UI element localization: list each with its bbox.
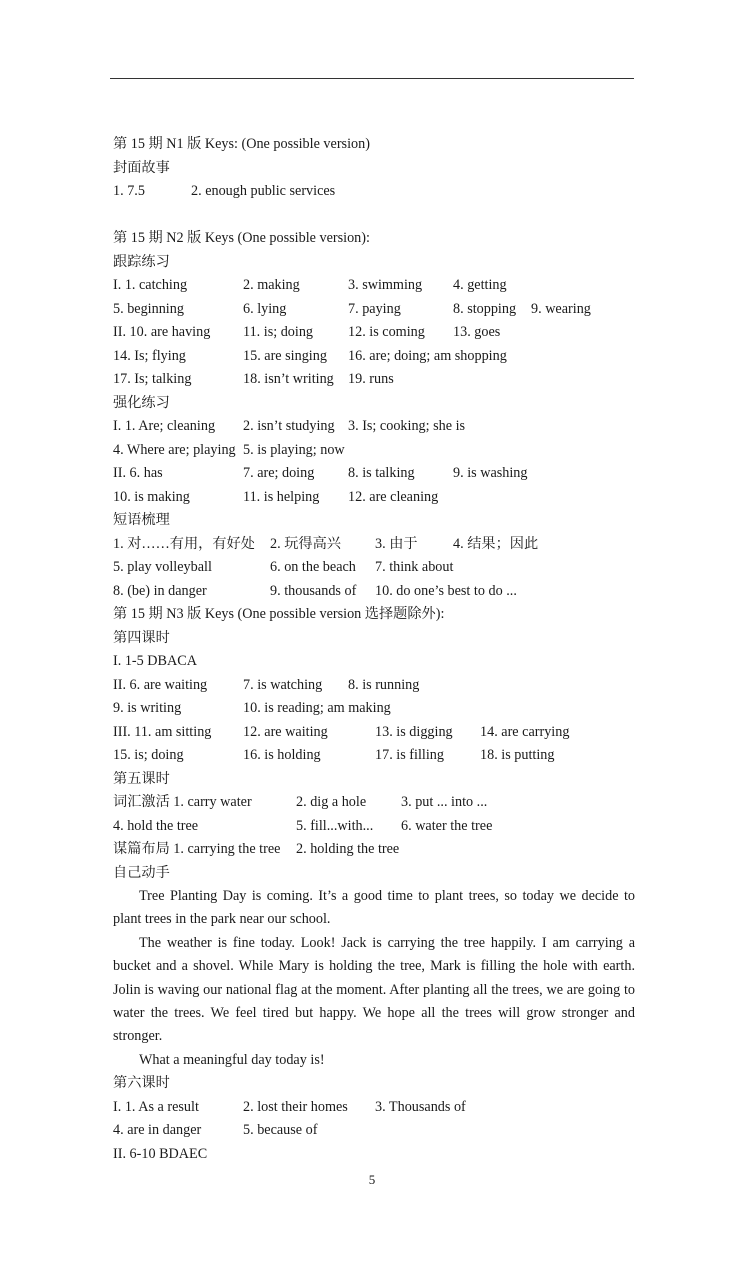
- answer: 4. getting: [453, 277, 507, 293]
- essay-paragraph: What a meaningful day today is!: [139, 1051, 325, 1068]
- answer: 17. Is; talking: [113, 371, 192, 387]
- answer-row: [113, 486, 635, 510]
- diy-title: 自己动手: [113, 864, 170, 881]
- answer: 4. Where are; playing: [113, 441, 236, 458]
- n1-section-title: 封面故事: [113, 159, 170, 176]
- answer: 10. is making: [113, 488, 190, 505]
- answer: I. 1. As a result: [113, 1098, 199, 1115]
- lesson4-title: 第四课时: [113, 629, 170, 646]
- answer: 2. holding the tree: [296, 841, 400, 857]
- answer: 18. is putting: [480, 747, 555, 763]
- page-number: 5: [368, 1172, 376, 1187]
- answer-row: [113, 180, 635, 204]
- answer: 2. dig a hole: [296, 794, 367, 810]
- answer: 5. is playing; now: [243, 441, 345, 458]
- answer: 9. wearing: [531, 300, 591, 317]
- answer: 5. beginning: [113, 300, 184, 317]
- answer-row: [113, 274, 635, 298]
- n3-heading: 第 15 期 N3 版 Keys (One possible version 选择题除外):: [113, 606, 445, 622]
- answer: I. 1. Are; cleaning: [113, 418, 216, 434]
- answer: 15. is; doing: [113, 747, 184, 763]
- answer: 3. put ... into ...: [401, 794, 488, 810]
- answer: 2. lost their homes: [243, 1098, 348, 1115]
- answer: 12. are cleaning: [348, 488, 439, 505]
- answer: 词汇激活 1. carry water: [113, 794, 252, 810]
- answer: 谋篇布局 1. carrying the tree: [113, 841, 281, 857]
- answer: 3. Is; cooking; she is: [348, 418, 466, 434]
- answer: 19. runs: [348, 371, 394, 387]
- answer-row: [113, 815, 635, 839]
- answer: 10. is reading; am making: [243, 700, 391, 716]
- answer: 1. 7.5: [113, 183, 145, 199]
- n1-heading: 第 15 期 N1 版 Keys: (One possible version): [113, 136, 370, 152]
- answer: 8. stopping: [453, 300, 517, 317]
- answer: 3. Thousands of: [375, 1098, 466, 1115]
- answer: 2. isn’t studying: [243, 418, 335, 434]
- answer-row: [113, 298, 635, 322]
- answer: I. 1-5 DBACA: [113, 653, 197, 669]
- answer-row: [113, 556, 635, 580]
- answer: 2. 玩得高兴: [270, 535, 341, 552]
- answer: 14. Is; flying: [113, 347, 186, 364]
- answer-row: [113, 580, 635, 604]
- header-rule: [110, 78, 634, 79]
- answer: 7. are; doing: [243, 465, 315, 481]
- reinforce-title: 强化练习: [113, 394, 170, 411]
- answer: 9. thousands of: [270, 582, 357, 599]
- answer: 6. lying: [243, 300, 287, 317]
- answer: 11. is helping: [243, 488, 320, 505]
- essay-paragraph: Tree Planting Day is coming. It’s a good time to plant trees, so today we decide to plant trees in the park near our school.: [113, 888, 635, 928]
- answer: 16. is holding: [243, 747, 321, 763]
- lesson6-title: 第六课时: [113, 1075, 170, 1092]
- answer: 8. is talking: [348, 465, 415, 481]
- answer-row: [113, 721, 635, 745]
- answer: 4. hold the tree: [113, 817, 199, 834]
- answer: 17. is filling: [375, 747, 444, 763]
- answer: 5. play volleyball: [113, 559, 212, 575]
- answer: 8. is running: [348, 676, 420, 693]
- answer: 16. are; doing; am shopping: [348, 347, 507, 364]
- answer: 7. paying: [348, 300, 401, 317]
- answer-row: [113, 533, 635, 557]
- answer: 6. on the beach: [270, 559, 356, 575]
- answer-row: [113, 345, 635, 369]
- essay-paragraph: The weather is fine today. Look! Jack is carrying the tree happily. I am carrying a bucket and a shovel. While Mary is holding the tree, Mark is filling the hole with earth. Jolin is waving our national flag at the moment. After planting all the trees, we are going to water the trees. We feel tired but happy. We hope all the trees will grow stronger and stronger.: [113, 934, 635, 1045]
- answer-row: [113, 650, 635, 674]
- answer: 9. is washing: [453, 465, 528, 481]
- answer-row: [113, 791, 635, 815]
- answer-row: [113, 674, 635, 698]
- n2-heading: 第 15 期 N2 版 Keys (One possible version):: [113, 230, 370, 246]
- answer: 2. making: [243, 277, 300, 293]
- answer: 7. think about: [375, 559, 454, 575]
- answer: 13. is digging: [375, 723, 453, 740]
- answer: 14. are carrying: [480, 723, 570, 740]
- answer: 15. are singing: [243, 347, 327, 364]
- answer: II. 6. are waiting: [113, 676, 208, 693]
- answer: 7. is watching: [243, 676, 323, 693]
- answer: 5. because of: [243, 1122, 318, 1139]
- answer: II. 10. are having: [113, 324, 211, 340]
- phrases-title: 短语梳理: [113, 512, 170, 528]
- answer: III. 11. am sitting: [113, 723, 212, 740]
- answer: 18. isn’t writing: [243, 371, 334, 387]
- answer: 4. 结果；因此: [453, 535, 539, 552]
- answer: 13. goes: [453, 324, 501, 340]
- answer-row: [113, 744, 635, 768]
- answer: I. 1. catching: [113, 277, 188, 293]
- spacer: [113, 204, 635, 228]
- lesson5-title: 第五课时: [113, 770, 170, 787]
- answer-row: [113, 1143, 635, 1167]
- answer-row: [113, 1096, 635, 1120]
- answer-row: [113, 368, 635, 392]
- answer: 5. fill...with...: [296, 817, 374, 834]
- answer: 3. 由于: [375, 535, 418, 552]
- answer: 2. enough public services: [191, 183, 336, 199]
- answer-row: [113, 838, 635, 862]
- answer: 1. 对……有用，有好处: [113, 535, 255, 552]
- answer: II. 6. has: [113, 465, 163, 481]
- answer: 12. is coming: [348, 324, 425, 340]
- answer-row: [113, 697, 635, 721]
- answer: 6. water the tree: [401, 817, 493, 834]
- answer: 11. is; doing: [243, 324, 314, 340]
- answer: 10. do one’s best to do ...: [375, 582, 517, 599]
- tracking-title: 跟踪练习: [113, 253, 170, 270]
- answer-key-page: [113, 133, 635, 1166]
- answer: 8. (be) in danger: [113, 582, 207, 599]
- answer-row: [113, 462, 635, 486]
- answer: 4. are in danger: [113, 1122, 202, 1139]
- answer: II. 6-10 BDAEC: [113, 1145, 208, 1162]
- answer-row: [113, 321, 635, 345]
- answer: 12. are waiting: [243, 723, 328, 740]
- answer-row: [113, 439, 635, 463]
- answer-row: [113, 415, 635, 439]
- answer-row: [113, 1119, 635, 1143]
- answer: 3. swimming: [348, 277, 423, 293]
- answer: 9. is writing: [113, 700, 182, 716]
